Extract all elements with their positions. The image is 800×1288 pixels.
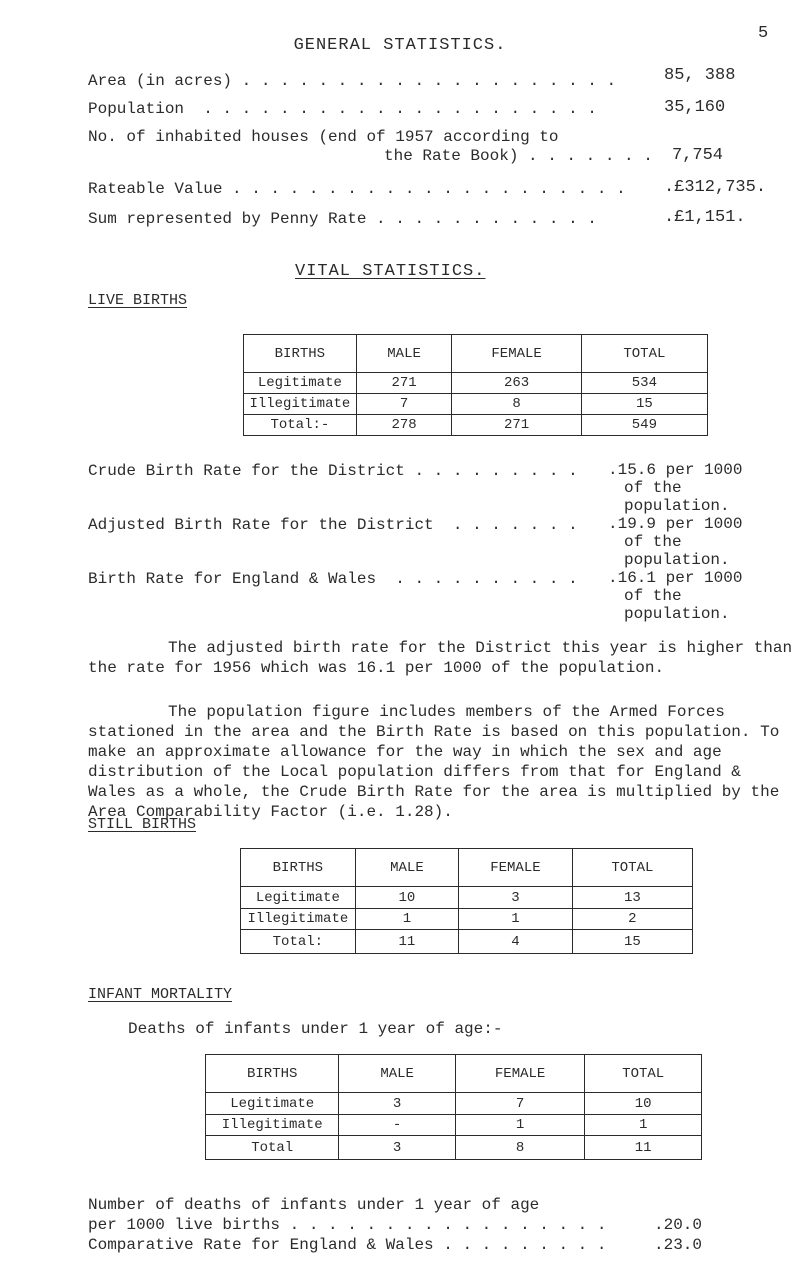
col-births: BIRTHS: [244, 335, 357, 373]
cell-female: 1: [455, 1115, 585, 1136]
cell-female: 1: [459, 909, 573, 930]
table-row: [206, 1115, 702, 1136]
cell-total: 549: [581, 415, 707, 436]
row-label: Illegitimate: [241, 909, 356, 930]
cell-total: 534: [581, 373, 707, 394]
table-header-row: [241, 849, 693, 887]
row-label: Legitimate: [241, 887, 356, 909]
crude-birth-rate-value: .15.6 per 1000: [608, 461, 743, 479]
cell-male: 1: [355, 909, 458, 930]
comparative-rate-value: .23.0: [654, 1236, 703, 1254]
row-label: Legitimate: [244, 373, 357, 394]
infant-mortality-table: [205, 1054, 702, 1160]
infant-rate-line1: Number of deaths of infants under 1 year of age: [88, 1196, 540, 1214]
page-number: 5: [758, 24, 769, 43]
cell-total: 2: [572, 909, 692, 930]
paragraph-population: The population figure includes members of the Armed Forces stationed in the area and the Birth Rate is based on this population. To make an approximate allowance for the way in which the sex and age distribution of the Local population differs from that for England & Wales as a whole, the Crude Birth Rate for the area is multiplied by the Area Comparability Factor (i.e. 1.28).: [88, 703, 780, 821]
infant-mortality-heading: INFANT MORTALITY: [88, 986, 233, 1003]
table-row: [206, 1136, 702, 1160]
cell-female: 8: [455, 1136, 585, 1160]
cell-male: 10: [355, 887, 458, 909]
table-header-row: [244, 335, 708, 373]
england-birth-rate-value: .16.1 per 1000: [608, 569, 743, 587]
col-female: FEMALE: [455, 1055, 585, 1093]
still-births-table: [240, 848, 693, 954]
table-row: [244, 394, 708, 415]
row-label: Illegitimate: [206, 1115, 339, 1136]
cell-total: 1: [585, 1115, 702, 1136]
col-births: BIRTHS: [206, 1055, 339, 1093]
live-births-heading: LIVE BIRTHS: [88, 292, 188, 309]
houses-value: 7,754: [672, 146, 724, 165]
col-male: MALE: [339, 1055, 455, 1093]
infant-mortality-intro: Deaths of infants under 1 year of age:-: [128, 1020, 503, 1038]
cell-male: 11: [355, 930, 458, 954]
cell-female: 7: [455, 1093, 585, 1115]
cell-male: -: [339, 1115, 455, 1136]
houses-label-cont: the Rate Book) . . . . . . .: [384, 147, 653, 165]
adjusted-birth-rate-value: .19.9 per 1000: [608, 515, 743, 533]
still-births-heading: STILL BIRTHS: [88, 816, 197, 833]
vital-statistics-title: VITAL STATISTICS.: [295, 262, 486, 281]
paragraph-adjusted-rate: The adjusted birth rate for the District this year is higher than the rate for 1956 which was 16.1 per 1000 of the population.: [88, 639, 793, 677]
row-label: Total:: [241, 930, 356, 954]
england-birth-rate-label: Birth Rate for England & Wales . . . . . . . . . .: [88, 570, 578, 588]
england-birth-rate-unit: of the: [624, 587, 682, 605]
table-header-row: [206, 1055, 702, 1093]
table-row: [244, 373, 708, 394]
penny-rate-label: Sum represented by Penny Rate . . . . . . . . . . . .: [88, 210, 597, 228]
england-birth-rate-unit2: population.: [624, 605, 730, 623]
cell-total: 13: [572, 887, 692, 909]
crude-birth-rate-unit: of the: [624, 479, 682, 497]
table-row: [244, 415, 708, 436]
penny-rate-value: .£1,151.: [664, 208, 746, 227]
table-row: [241, 930, 693, 954]
adjusted-birth-rate-unit: of the: [624, 533, 682, 551]
population-value: 35,160: [664, 98, 726, 117]
table-row: [241, 909, 693, 930]
rateable-value-label: Rateable Value . . . . . . . . . . . . . . . . . . . . .: [88, 180, 626, 198]
cell-male: 3: [339, 1136, 455, 1160]
col-total: TOTAL: [585, 1055, 702, 1093]
col-male: MALE: [356, 335, 452, 373]
comparative-rate-label: Comparative Rate for England & Wales . . . . . . . . .: [88, 1236, 607, 1254]
cell-total: 15: [572, 930, 692, 954]
col-total: TOTAL: [581, 335, 707, 373]
adjusted-birth-rate-label: Adjusted Birth Rate for the District . . . . . . .: [88, 516, 578, 534]
cell-female: 271: [452, 415, 581, 436]
cell-male: 3: [339, 1093, 455, 1115]
cell-male: 271: [356, 373, 452, 394]
row-label: Legitimate: [206, 1093, 339, 1115]
rateable-value-value: .£312,735.: [664, 178, 767, 197]
adjusted-birth-rate-unit2: population.: [624, 551, 730, 569]
table-row: [206, 1093, 702, 1115]
row-label: Illegitimate: [244, 394, 357, 415]
cell-female: 3: [459, 887, 573, 909]
population-label: Population . . . . . . . . . . . . . . . . . . . . .: [88, 100, 597, 118]
infant-rate-value: .20.0: [654, 1216, 703, 1234]
row-label: Total:-: [244, 415, 357, 436]
area-value: 85, 388: [664, 66, 736, 85]
cell-female: 8: [452, 394, 581, 415]
crude-birth-rate-unit2: population.: [624, 497, 730, 515]
row-label: Total: [206, 1136, 339, 1160]
crude-birth-rate-label: Crude Birth Rate for the District . . . . . . . . .: [88, 462, 578, 480]
col-births: BIRTHS: [241, 849, 356, 887]
cell-male: 278: [356, 415, 452, 436]
cell-total: 10: [585, 1093, 702, 1115]
cell-female: 263: [452, 373, 581, 394]
col-total: TOTAL: [572, 849, 692, 887]
col-female: FEMALE: [459, 849, 573, 887]
table-row: [241, 887, 693, 909]
area-label: Area (in acres) . . . . . . . . . . . . . . . . . . . .: [88, 72, 617, 90]
col-male: MALE: [355, 849, 458, 887]
live-births-table: [243, 334, 708, 436]
cell-female: 4: [459, 930, 573, 954]
cell-total: 15: [581, 394, 707, 415]
cell-total: 11: [585, 1136, 702, 1160]
infant-rate-label: per 1000 live births . . . . . . . . . . . . . . . . .: [88, 1216, 607, 1234]
cell-male: 7: [356, 394, 452, 415]
page-title: GENERAL STATISTICS.: [293, 36, 507, 55]
houses-label: No. of inhabited houses (end of 1957 according to: [88, 128, 559, 146]
col-female: FEMALE: [452, 335, 581, 373]
